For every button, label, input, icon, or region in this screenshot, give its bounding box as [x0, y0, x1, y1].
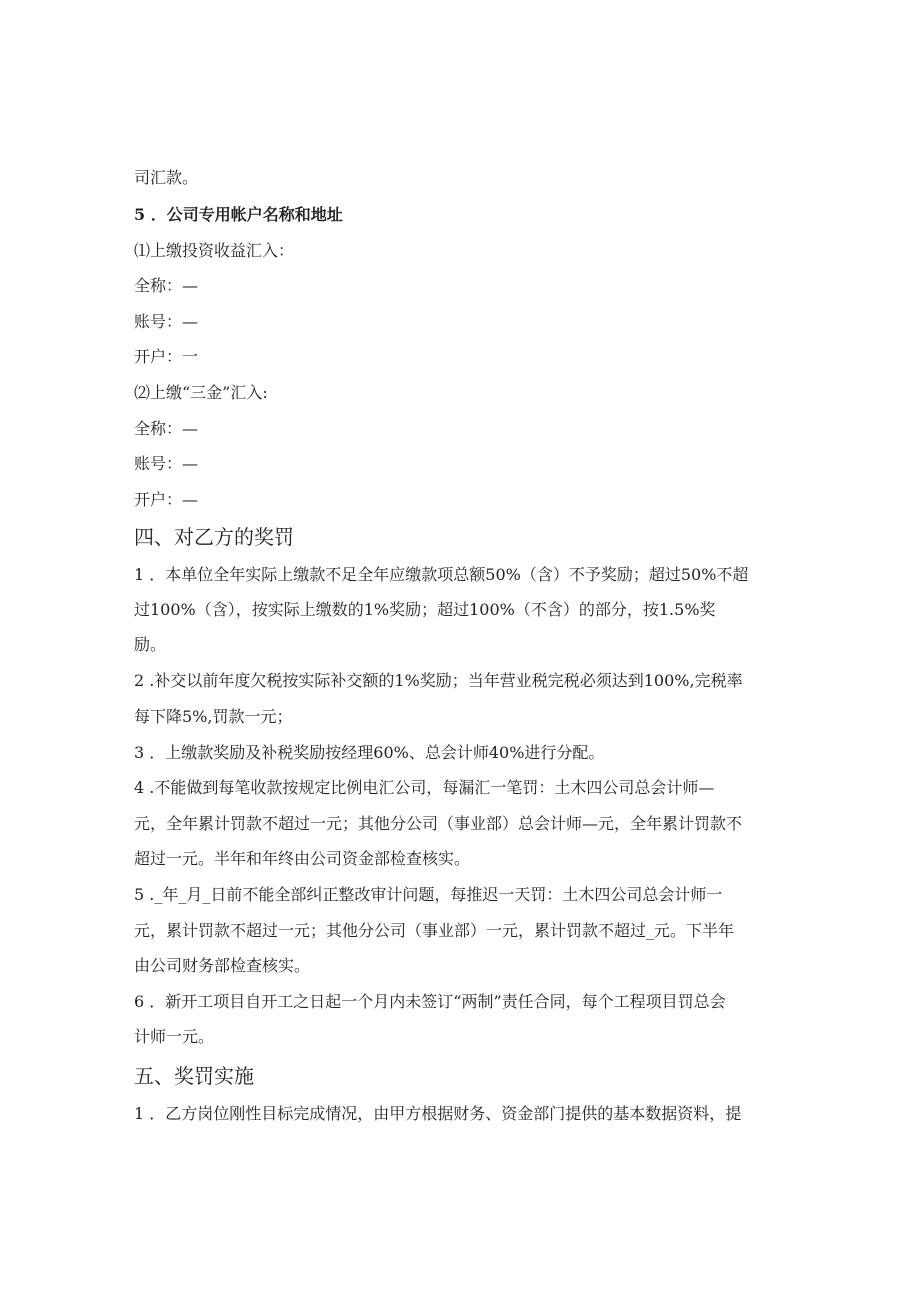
text-line: 开户：一 [134, 347, 199, 366]
text-line: ⑵上缴“三金”汇入: [134, 383, 268, 402]
text-line: 元，全年累计罚款不超过一元；其他分公司（事业部）总会计师—元，全年累计罚款不 [134, 814, 743, 833]
text-line: 6 ．新开工项目自开工之日起一个月内未签订“两制”责任合同，每个工程项目罚总会 [134, 992, 726, 1011]
chapter-heading-5: 五、奖罚实施 [134, 1064, 254, 1088]
text-line: 元，累计罚款不超过一元；其他分公司（事业部）一元，累计罚款不超过_元。下半年 [134, 921, 735, 940]
text-line: 司汇款。 [134, 168, 199, 187]
text-line: 5 ._年_月_日前不能全部纠正整改审计问题，每推迟一天罚：土木四公司总会计师一 [134, 885, 723, 904]
text-line: 全称：— [134, 419, 199, 438]
text-line: 4 .不能做到每笔收款按规定比例电汇公司，每漏汇一笔罚：土木四公司总会计师— [134, 778, 715, 797]
text-line: 2 .补交以前年度欠税按实际补交额的1%奖励；当年营业税完税必须达到100%,完税率 [134, 671, 743, 690]
text-line: 3 ．上缴款奖励及补税奖励按经理60%、总会计师40%进行分配。 [134, 743, 605, 762]
text-line: 励。 [134, 635, 167, 654]
text-line: 计师一元。 [134, 1027, 215, 1046]
text-line: 1 ．本单位全年实际上缴款不足全年应缴款项总额50%（含）不予奖励；超过50%不超 [134, 565, 749, 584]
text-line: 全称：— [134, 276, 199, 295]
text-line: 过100%（含），按实际上缴数的1%奖励；超过100%（不含）的部分，按1.5%奖 [134, 600, 716, 619]
text-line: 开户：— [134, 490, 199, 509]
text-line: 超过一元。半年和年终由公司资金部检查核实。 [134, 849, 471, 868]
text-line: 由公司财务部检查核实。 [134, 956, 311, 975]
text-line: 账号：— [134, 312, 199, 331]
text-line: 账号：— [134, 454, 199, 473]
text-line: ⑴上缴投资收益汇入： [134, 241, 295, 260]
text-line: 每下降5%,罚款一元； [134, 707, 293, 726]
text-line: 1 ．乙方岗位刚性目标完成情况，由甲方根据财务、资金部门提供的基本数据资料，提 [134, 1104, 742, 1123]
chapter-heading-4: 四、对乙方的奖罚 [134, 525, 294, 549]
section-heading: 5 ．公司专用帐户名称和地址 [134, 205, 343, 224]
